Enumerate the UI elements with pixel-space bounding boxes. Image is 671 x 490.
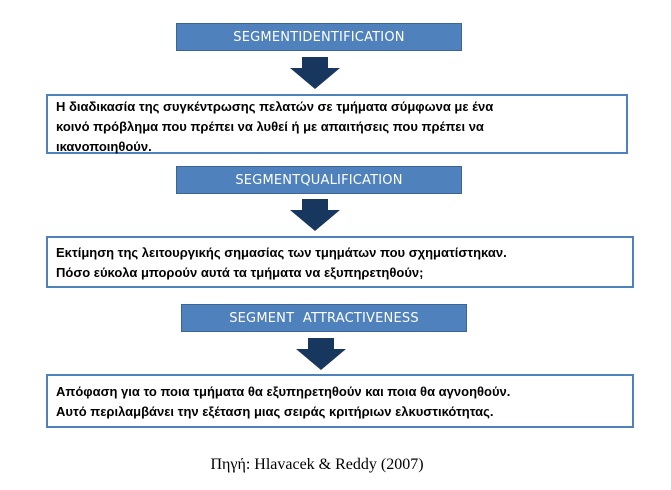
description-line: ικανοποιηθούν. (56, 139, 152, 154)
description-line: Αυτό περιλαμβάνει την εξέταση μιας σειράς κριτήριων ελκυστικότητας. (56, 404, 494, 419)
source-citation: Πηγή: Hlavacek & Reddy (2007) (210, 456, 424, 473)
segment-qualification-header: SEGMENTQUALIFICATION (176, 166, 462, 194)
description-line: Η διαδικασία της συγκέντρωσης πελατών σε τμήματα σύμφωνα με ένα (56, 99, 494, 114)
segment-qualification-description (46, 236, 634, 288)
segment-attractiveness-header: SEGMENT ATTRACTIVENESS (181, 304, 467, 332)
down-arrow-icon (290, 199, 340, 231)
segment-identification-description (46, 94, 628, 154)
description-line: Απόφαση για το ποια τμήματα θα εξυπηρετηθούν και ποια θα αγνοηθούν. (56, 384, 511, 399)
segment-attractiveness-description (46, 374, 634, 428)
description-line: κοινό πρόβλημα που πρέπει να λυθεί ή με απαιτήσεις που πρέπει να (56, 119, 484, 134)
description-line: Πόσο εύκολα μπορούν αυτά τα τμήματα να εξυπηρετηθούν; (56, 265, 424, 280)
segment-identification-header: SEGMENTIDENTIFICATION (176, 23, 462, 51)
down-arrow-icon (296, 338, 346, 370)
down-arrow-icon (290, 57, 340, 89)
description-line: Εκτίμηση της λειτουργικής σημασίας των τμημάτων που σχηματίστηκαν. (56, 245, 507, 260)
